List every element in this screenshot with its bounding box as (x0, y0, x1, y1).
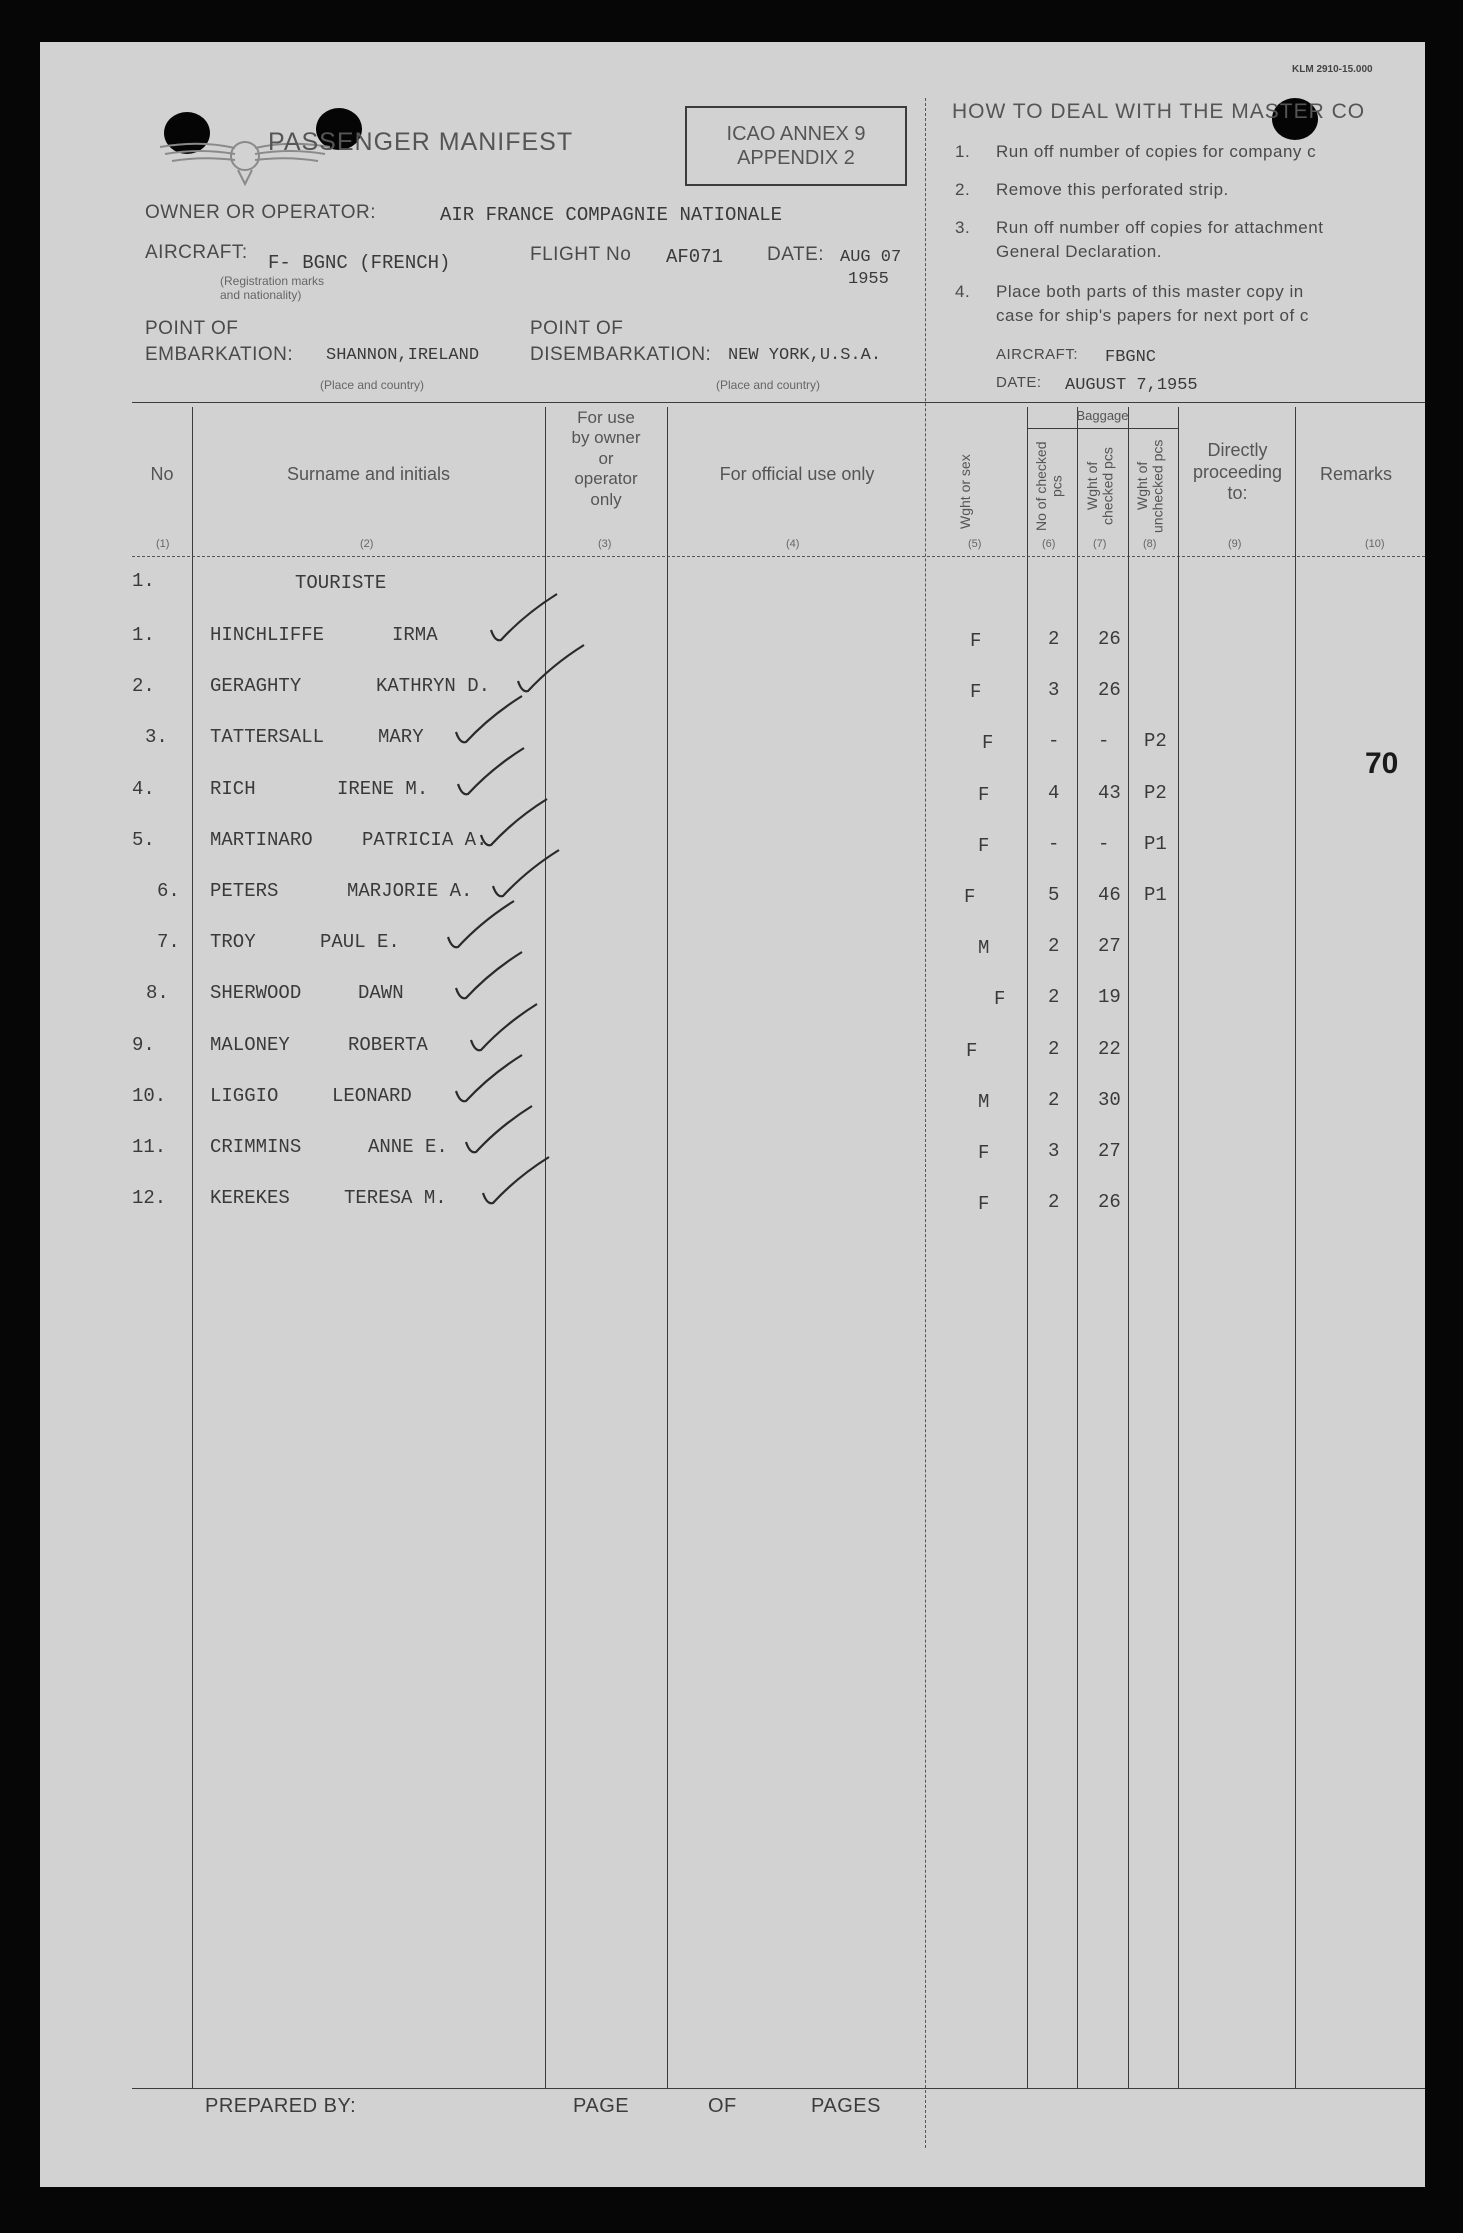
row-8-pcs: 2 (1048, 986, 1060, 1009)
footer-rule (132, 2088, 1425, 2089)
instruction-4-text: Place both parts of this master copy in (996, 282, 1304, 301)
row-12-check-mark (477, 1153, 557, 1213)
table-top-rule (132, 402, 1425, 403)
footer-prepared: PREPARED BY: (205, 2095, 357, 2117)
row-11-sex: F (978, 1142, 990, 1164)
col-num-9: (9) (1228, 538, 1242, 550)
col-header-proceeding: Directly proceeding to: (1192, 440, 1283, 504)
col-divider-7 (1128, 407, 1129, 2088)
col-num-7: (7) (1093, 538, 1107, 550)
instruction-1-num: 1. (955, 142, 971, 161)
col-num-3: (3) (598, 538, 612, 550)
col-num-4: (4) (786, 538, 800, 550)
embarkation-value: SHANNON,IRELAND (326, 346, 480, 365)
row-4-surname: RICH (210, 777, 256, 800)
row-4-pcs: 4 (1048, 781, 1060, 804)
row-4-sex: F (978, 783, 990, 806)
strip-date-value: AUGUST 7,1955 (1065, 376, 1198, 395)
disembarkation-label-1: POINT OF (530, 318, 624, 339)
col-num-6: (6) (1042, 538, 1056, 550)
strip-date-label: DATE: (996, 374, 1042, 391)
disembarkation-label-2: DISEMBARKATION: (530, 344, 712, 365)
row-12-initials: TERESA M. (344, 1187, 447, 1210)
section-name: TOURISTE (295, 572, 387, 594)
col-header-pcs: No of checked pcs (1033, 441, 1065, 531)
manifest-page (40, 42, 1425, 2187)
manifest-title: PASSENGER MANIFEST (268, 128, 574, 156)
row-9-pcs: 2 (1048, 1037, 1060, 1060)
instruction-2-text: Remove this perforated strip. (996, 180, 1229, 199)
row-3-no: 3. (145, 726, 168, 749)
row-5-pcs: - (1048, 832, 1060, 855)
embarkation-label-2: EMBARKATION: (145, 344, 294, 365)
row-11-pcs: 3 (1048, 1140, 1060, 1162)
row-1-initials: IRMA (392, 624, 438, 646)
row-11-initials: ANNE E. (368, 1136, 448, 1158)
row-1-wght: 26 (1098, 628, 1121, 650)
row-7-surname: TROY (210, 931, 256, 954)
col-num-8: (8) (1143, 538, 1157, 550)
row-11-no: 11. (132, 1136, 167, 1158)
row-6-initials: MARJORIE A. (347, 880, 473, 902)
icao-line-1: ICAO ANNEX 9 (726, 123, 866, 145)
footer-of: OF (708, 2095, 737, 2117)
instructions-title: HOW TO DEAL WITH THE MASTER CO (952, 100, 1366, 123)
embarkation-note: (Place and country) (320, 378, 425, 392)
owner-value: AIR FRANCE COMPAGNIE NATIONALE (440, 204, 783, 226)
col-num-1: (1) (156, 538, 170, 550)
margin-note: 70 (1365, 747, 1399, 780)
row-2-pcs: 3 (1048, 679, 1060, 702)
flight-value: AF071 (666, 246, 724, 268)
instruction-3-num: 3. (955, 218, 971, 237)
row-12-surname: KEREKES (210, 1187, 290, 1210)
row-9-sex: F (966, 1039, 978, 1062)
row-9-wght: 22 (1098, 1037, 1121, 1060)
row-10-initials: LEONARD (332, 1084, 412, 1107)
instruction-3-text: Run off number off copies for attachment (996, 218, 1324, 237)
col-header-owner-use: For use by owner or operator only (571, 408, 641, 509)
instruction-4-num: 4. (955, 282, 971, 301)
row-4-no: 4. (132, 777, 155, 800)
row-3-pcs: - (1048, 730, 1060, 753)
row-12-sex: F (978, 1193, 990, 1216)
col-header-sex: Wght or sex (957, 454, 973, 530)
embarkation-label-1: POINT OF (145, 318, 239, 339)
row-2-sex: F (970, 681, 982, 704)
row-10-sex: M (978, 1090, 990, 1113)
col-num-10: (10) (1365, 538, 1385, 550)
row-5-no: 5. (132, 828, 155, 851)
col-header-name: Surname and initials (286, 464, 451, 484)
row-2-no: 2. (132, 675, 155, 698)
row-1-no: 1. (132, 624, 155, 646)
col-num-2: (2) (360, 538, 374, 550)
row-6-unchecked: P1 (1144, 884, 1167, 906)
row-12-no: 12. (132, 1187, 167, 1210)
strip-aircraft-label: AIRCRAFT: (996, 346, 1079, 363)
flight-label: FLIGHT No (530, 244, 632, 265)
col-header-no: No (150, 464, 174, 484)
row-8-initials: DAWN (358, 982, 404, 1005)
row-7-sex: M (978, 937, 990, 960)
row-7-wght: 27 (1098, 935, 1121, 958)
row-12-wght: 26 (1098, 1191, 1121, 1214)
disembarkation-note: (Place and country) (716, 378, 821, 392)
col-num-5: (5) (968, 538, 982, 550)
row-6-wght: 46 (1098, 884, 1121, 906)
row-1-surname: HINCHLIFFE (210, 624, 325, 646)
date-label: DATE: (767, 244, 825, 265)
row-6-surname: PETERS (210, 880, 279, 902)
row-8-sex: F (994, 988, 1006, 1011)
footer-pages: PAGES (811, 2095, 881, 2117)
perforation-line (925, 98, 926, 2148)
row-5-wght: - (1098, 832, 1110, 855)
col-divider-1 (192, 407, 193, 2088)
col-header-wght-unchecked: Wght of unchecked pcs (1134, 439, 1166, 533)
row-6-sex: F (964, 886, 976, 908)
row-10-wght: 30 (1098, 1088, 1121, 1111)
aircraft-value: F- BGNC (FRENCH) (268, 252, 451, 274)
row-9-no: 9. (132, 1033, 155, 1056)
row-6-pcs: 5 (1048, 884, 1060, 906)
icao-line-2: APPENDIX 2 (737, 147, 855, 169)
row-4-wght: 43 (1098, 781, 1121, 804)
row-9-initials: ROBERTA (348, 1033, 428, 1056)
row-4-initials: IRENE M. (337, 777, 429, 800)
row-10-no: 10. (132, 1084, 167, 1107)
instruction-2-num: 2. (955, 180, 971, 199)
icao-box (685, 106, 907, 186)
col-divider-8 (1178, 407, 1179, 2088)
aircraft-note-1: (Registration marks (220, 274, 325, 288)
col-header-official: For official use only (719, 464, 875, 484)
row-7-no: 7. (157, 931, 180, 954)
instruction-1-text: Run off number of copies for company c (996, 142, 1317, 161)
instruction-4-text-2: case for ship's papers for next port of c (996, 306, 1309, 325)
row-7-initials: PAUL E. (320, 931, 400, 954)
row-7-pcs: 2 (1048, 935, 1060, 958)
row-11-surname: CRIMMINS (210, 1136, 302, 1158)
baggage-rule (1027, 428, 1178, 429)
row-6-no: 6. (157, 880, 180, 902)
section-no: 1. (132, 570, 155, 592)
row-1-sex: F (970, 630, 982, 652)
row-5-initials: PATRICIA A. (362, 828, 488, 851)
row-9-surname: MALONEY (210, 1033, 290, 1056)
row-1-pcs: 2 (1048, 628, 1060, 650)
aircraft-note-2: and nationality) (220, 288, 302, 302)
row-10-surname: LIGGIO (210, 1084, 279, 1107)
row-2-wght: 26 (1098, 679, 1121, 702)
row-3-unchecked: P2 (1144, 730, 1167, 753)
row-5-sex: F (978, 834, 990, 857)
col-header-remarks: Remarks (1320, 464, 1393, 484)
corner-code: KLM 2910-15.000 (1292, 64, 1373, 75)
col-divider-3 (667, 407, 668, 2088)
row-12-pcs: 2 (1048, 1191, 1060, 1214)
row-8-wght: 19 (1098, 986, 1121, 1009)
col-divider-9 (1295, 407, 1296, 2088)
row-8-no: 8. (146, 982, 169, 1005)
aircraft-label: AIRCRAFT: (145, 242, 248, 263)
col-divider-5 (1027, 407, 1028, 2088)
row-3-sex: F (982, 732, 994, 755)
owner-label: OWNER OR OPERATOR: (145, 202, 377, 223)
row-5-unchecked: P1 (1144, 832, 1167, 855)
row-2-surname: GERAGHTY (210, 675, 302, 698)
row-2-initials: KATHRYN D. (376, 675, 491, 698)
footer-page: PAGE (573, 2095, 630, 2117)
row-8-surname: SHERWOOD (210, 982, 302, 1005)
date-value: AUG 07 (840, 248, 902, 267)
disembarkation-value: NEW YORK,U.S.A. (728, 346, 882, 365)
col-divider-6 (1077, 407, 1078, 2088)
row-11-wght: 27 (1098, 1140, 1121, 1162)
header-rule (132, 556, 1425, 557)
strip-aircraft-value: FBGNC (1105, 348, 1157, 367)
col-header-wght-checked: Wght of checked pcs (1084, 447, 1116, 525)
instruction-3-text-2: General Declaration. (996, 242, 1162, 261)
row-5-surname: MARTINARO (210, 828, 313, 851)
col-header-baggage: Baggage (1076, 408, 1129, 423)
row-3-initials: MARY (378, 726, 424, 749)
row-3-surname: TATTERSALL (210, 726, 325, 749)
row-4-unchecked: P2 (1144, 781, 1167, 804)
row-3-wght: - (1098, 730, 1110, 753)
row-10-pcs: 2 (1048, 1088, 1060, 1111)
date-year: 1955 (848, 270, 889, 289)
